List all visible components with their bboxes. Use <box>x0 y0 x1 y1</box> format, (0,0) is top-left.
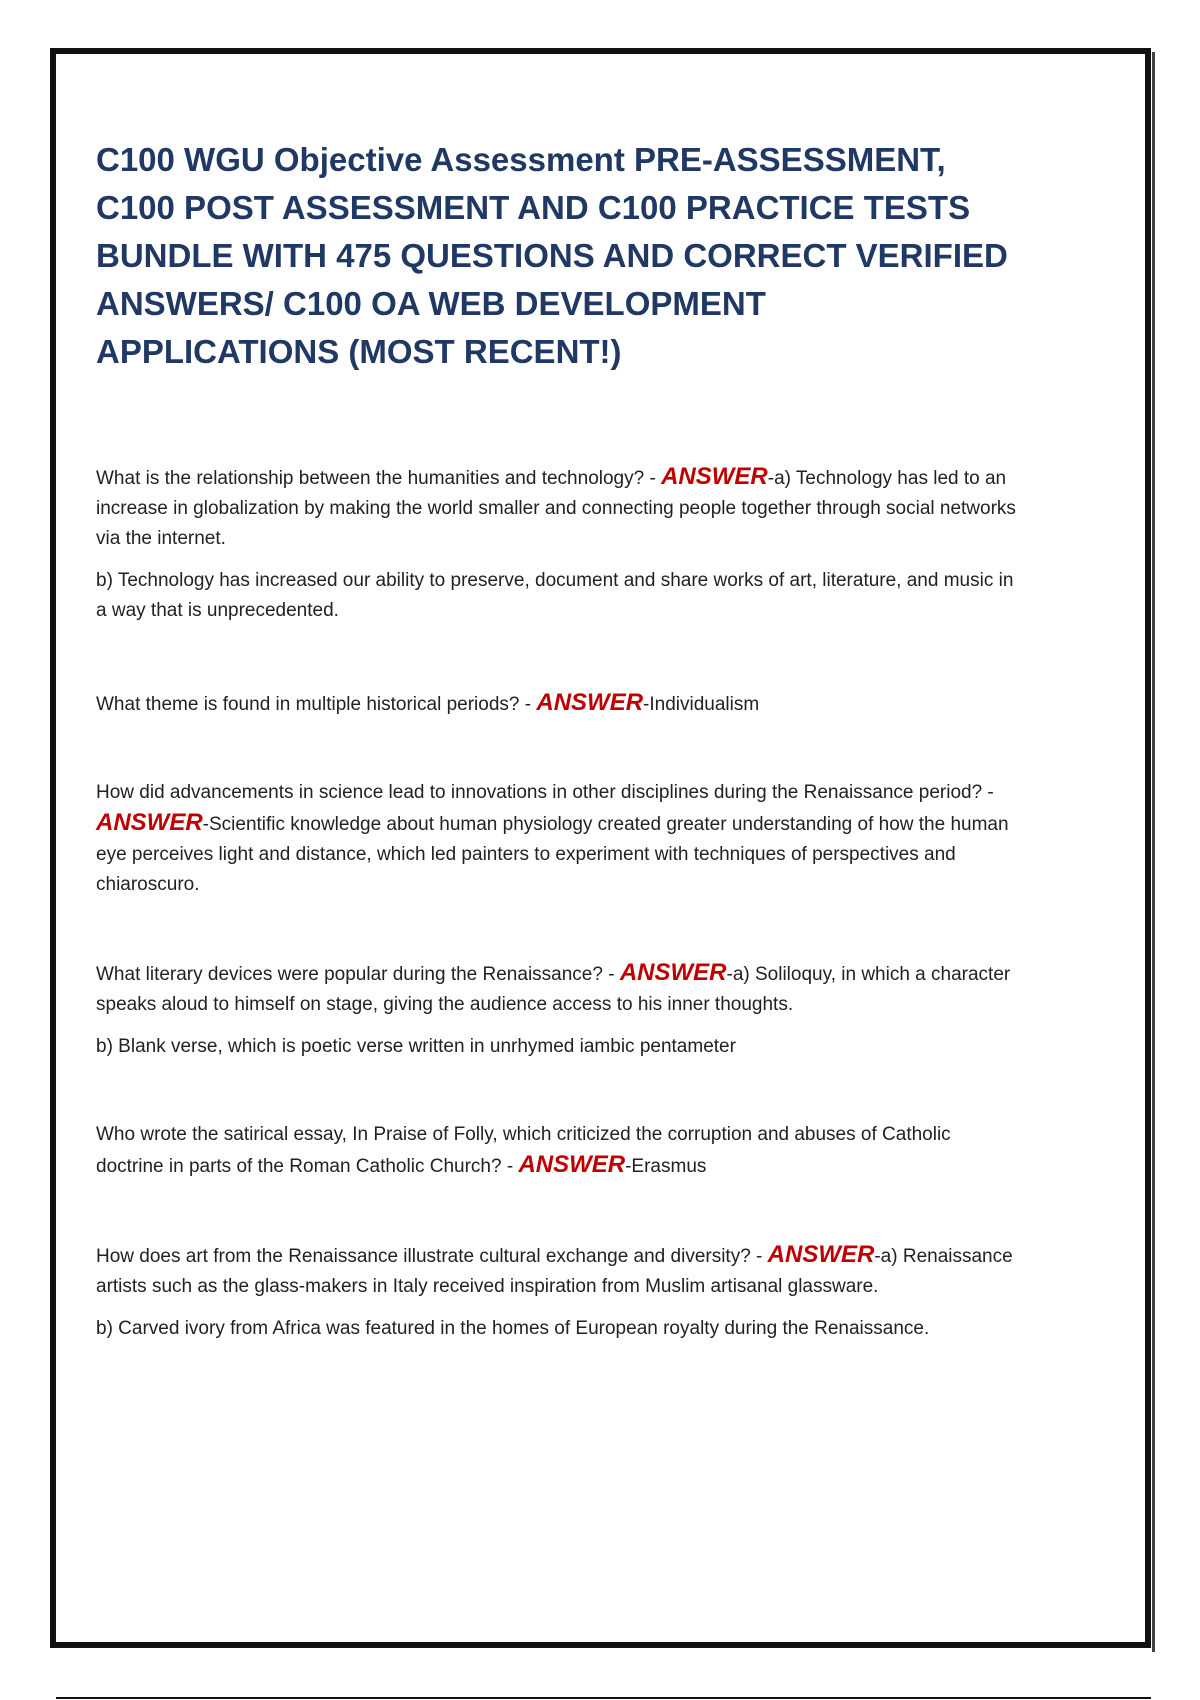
answer-label: ANSWER <box>619 959 727 986</box>
answer-text: -Individualism <box>643 694 760 715</box>
answer-text: -a) Technology has led to an increase in globalization by making the world smaller and connecting people together through social networks via the internet. <box>96 468 1016 549</box>
question-text: How did advancements in science lead to innovations in other disciplines during the Renaissance period? - <box>96 782 994 803</box>
answer-extra: b) Technology has increased our ability to preserve, document and share works of art, literature, and music in a way that is unprecedented. <box>96 570 1014 621</box>
answer-text: -a) Soliloquy, in which a character speaks aloud to himself on stage, giving the audience access to his inner thoughts. <box>96 964 1011 1015</box>
qa-item-1 <box>96 462 1016 626</box>
question-text: What is the relationship between the humanities and technology? - <box>96 468 662 489</box>
question-text: Who wrote the satirical essay, In Praise of Folly, which criticized the corruption and abuses of Catholic doctrine in parts of the Roman Catholic Church? - <box>96 1124 951 1177</box>
answer-text: -a) Renaissance artists such as the glass-makers in Italy received inspiration from Muslim artisanal glassware. <box>96 1246 1013 1297</box>
answer-label: ANSWER <box>767 1241 875 1268</box>
qa-item-2 <box>96 688 1016 720</box>
qa-item-6 <box>96 1240 1016 1344</box>
qa-item-4 <box>96 958 1016 1062</box>
question-text: What theme is found in multiple historical periods? - <box>96 694 537 715</box>
answer-label: ANSWER <box>518 1151 626 1178</box>
document-title: C100 WGU Objective Assessment PRE-ASSESSMENT, C100 POST ASSESSMENT AND C100 PRACTICE TESTS BUNDLE WITH 475 QUESTIONS AND CORRECT VERIFIED ANSWERS/ C100 OA WEB DEVELOPMENT APPLICATIONS (MOST RECENT!) <box>96 141 1008 370</box>
bottom-rule <box>56 1697 1151 1699</box>
qa-item-5 <box>96 1120 1016 1182</box>
answer-extra: b) Blank verse, which is poetic verse written in unrhymed iambic pentameter <box>96 1036 736 1057</box>
frame-shadow <box>1152 52 1155 1652</box>
answer-text: -Erasmus <box>625 1156 707 1177</box>
answer-extra: b) Carved ivory from Africa was featured in the homes of European royalty during the Renaissance. <box>96 1318 930 1339</box>
answer-label: ANSWER <box>96 809 203 836</box>
question-text: How does art from the Renaissance illustrate cultural exchange and diversity? - <box>96 1246 768 1267</box>
answer-label: ANSWER <box>661 463 768 490</box>
answer-text: -Scientific knowledge about human physiology created greater understanding of how the human eye perceives light and distance, which led painters to experiment with techniques of perspectives and chiaroscuro. <box>96 814 1009 895</box>
answer-label: ANSWER <box>536 689 644 716</box>
document-content <box>96 136 1016 1344</box>
question-text: What literary devices were popular during the Renaissance? - <box>96 964 620 985</box>
qa-item-3 <box>96 778 1016 900</box>
